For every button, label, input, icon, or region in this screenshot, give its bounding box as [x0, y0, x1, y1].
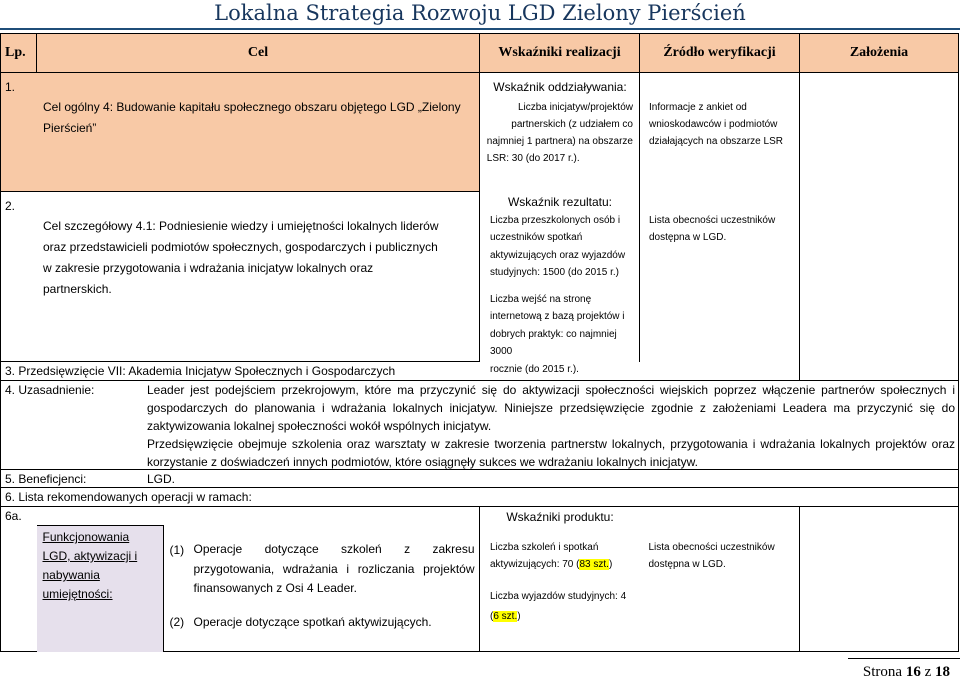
row6a-zalozenia: [800, 507, 959, 652]
cel-szczegolowy-cell: [1, 192, 480, 362]
row1-wsk-head: Wskaźnik oddziaływania:: [493, 80, 627, 94]
row6a-wsk2: [490, 587, 636, 627]
document-title: Lokalna Strategia Rozwoju LGD Zielony Pierścień: [214, 1, 746, 25]
row1-wsk-line: LSR: 30 (do 2017 r.).: [486, 153, 580, 164]
row1-zrodlo-line: wnioskodawców i podmiotów: [649, 119, 778, 130]
row-lista-operacji: [1, 488, 959, 507]
row4-p2: Przedsięwzięcie obejmuje szkolenia oraz warsztaty w zakresie tworzenia partnerstw lokalnych, przygotowania i wdrażania lokalnych projektów oraz korzystanie z doświadczeń innych podmiotów, które osiągnęły sukces we wdrażaniu lokalnych inicjatyw.: [147, 437, 955, 469]
row1-wsk-line: partnerskich (z udziałem co: [511, 119, 633, 130]
row5-value: LGD.: [147, 472, 176, 486]
row2-wsk-line: Liczba przeszkolonych osób i: [490, 214, 621, 226]
footer-page: 16: [905, 664, 921, 680]
page-footer: [863, 664, 950, 681]
row6a-wsk2-close: ): [517, 611, 521, 622]
header-zrodlo: Źródło weryfikacji: [640, 34, 800, 73]
row2-cel: Cel szczegółowy 4.1: Podniesienie wiedzy i umiejętności lokalnych liderów oraz przedstawicieli podmiotów społecznych, gospodarczych i publicznych w zakresie przygotowania i wdrażania inicjatyw lokalnych oraz partnerskich.: [43, 219, 439, 296]
row1-wsk-line: Liczba inicjatyw/projektów: [517, 102, 633, 113]
row1-wsk-line: najmniej 1 partnera) na obszarze: [486, 136, 633, 147]
row2-wsk-head: Wskaźnik rezultatu:: [507, 194, 613, 209]
row-uzasadnienie: [1, 381, 959, 470]
row2-wsk-lines: [490, 212, 625, 282]
row6a-wsk2-highlight: 6 szt.: [493, 611, 518, 622]
row2-zrodlo-line: dostępna w LGD.: [649, 232, 727, 243]
row6a-zrodlo: [640, 507, 800, 652]
row4-label: 4. Uzasadnienie:: [5, 383, 95, 397]
lista-operacji-cell: [1, 488, 959, 507]
row2-wsk2-line: dobrych praktyk: co najmniej 3000: [490, 328, 617, 357]
row3-text: 3. Przedsięwzięcie VII: Akademia Inicjatyw Społecznych i Gospodarczych: [5, 364, 396, 378]
row6a-left-lines: [43, 528, 138, 604]
przedsiewziecie-cell: [1, 362, 480, 381]
row6a-zrodlo-lines: [649, 539, 775, 573]
row2-wsk2-lines: [490, 291, 639, 379]
row-beneficjenci: [1, 470, 959, 488]
row6-text: 6. Lista rekomendowanych operacji w ramach:: [5, 490, 252, 504]
row6a-left-line: umiejętności:: [42, 587, 113, 601]
row1-zrodlo-line: działających na obszarze LSR: [649, 136, 783, 147]
footer-mid: z: [924, 664, 932, 680]
header-lp: Lp.: [1, 34, 37, 73]
row1-cel: Cel ogólny 4: Budowanie kapitału społecznego obszaru objętego LGD „Zielony Pierścień”: [43, 100, 461, 135]
row2-wsk-line: studyjnych: 1500 (do 2015 r.): [490, 267, 619, 278]
row6a-wsk1-line2: [490, 556, 612, 573]
row6a-lp-cell: [1, 507, 37, 652]
row6a-wsk-head: Wskaźniki produktu:: [506, 510, 614, 524]
row6a-op2-num: (2): [169, 615, 185, 629]
row2-wsk2-line: Liczba wejść na stronę: [490, 293, 592, 305]
row6a-left-line: LGD, aktywizacji i: [42, 549, 138, 563]
header-wskazniki: Wskaźniki realizacji: [480, 34, 640, 73]
row2-zrodlo-lines: [649, 212, 775, 247]
footer-prefix: Strona: [862, 664, 903, 680]
footer-total: 18: [935, 664, 950, 680]
footer-rule: [848, 658, 960, 659]
row-cel-ogolny: [1, 73, 959, 192]
row6a-wsk1-highlight: 83 szt.: [579, 559, 609, 570]
row1-wskazniki: [480, 73, 640, 192]
row6a-wsk1-text: aktywizujących: 70 (: [490, 559, 580, 570]
row6a-lavender-box: [37, 525, 164, 652]
zalozenia-cell: [800, 73, 959, 381]
title-rule: [0, 28, 960, 30]
row6a-op2-text: Operacje dotyczące spotkań aktywizujących.: [193, 615, 432, 629]
row1-zrodlo-lines: [649, 99, 783, 150]
row6a-op1-text: Operacje dotyczące szkoleń z zakresu przygotowania, wdrażania i rozliczania projektów finansowanych z Osi 4 Leader.: [193, 542, 475, 595]
header-zalozenia: Założenia: [800, 34, 959, 73]
row6a-left-line: nabywania: [42, 568, 100, 582]
header-row: [1, 34, 959, 73]
row2-wsk2-line: internetową z bazą projektów i: [490, 311, 625, 322]
strategy-table: [0, 33, 959, 652]
row1-zrodlo-line: Informacje z ankiet od: [649, 102, 747, 113]
row6a-wsk1-line: Liczba szkoleń i spotkań: [490, 542, 599, 553]
row2-zrodlo: [640, 192, 800, 362]
beneficjenci-cell: [1, 470, 959, 488]
row6a-left-line: Funkcjonowania: [42, 530, 130, 544]
row6a-wsk1: [490, 539, 612, 573]
row1-wsk-lines: [487, 99, 633, 167]
row2-wsk-line: uczestników spotkań: [490, 232, 583, 243]
row6a-zrodlo-line: Lista obecności uczestników: [648, 542, 775, 553]
row2-wskazniki: [480, 192, 640, 375]
row2-wsk-line: aktywizujących oraz wyjazdów: [490, 249, 626, 261]
row2-lp: 2.: [5, 199, 16, 213]
header-cel: Cel: [37, 34, 480, 73]
row1-zrodlo: [640, 73, 800, 192]
row5-label: 5. Beneficjenci:: [5, 472, 87, 486]
row1-lp: 1.: [5, 80, 16, 94]
row6a-wskazniki: [480, 507, 640, 652]
row6a-op1-num: (1): [169, 543, 185, 557]
row-6a: [1, 507, 959, 652]
row2-wsk2-line: rocznie (do 2015 r.).: [490, 363, 579, 375]
row6a-operacje-cell: [37, 507, 480, 652]
uzasadnienie-cell: [1, 381, 959, 470]
row6a-wsk1-close: ): [608, 559, 613, 570]
cel-ogolny-cell: [1, 73, 480, 192]
row4-p1: Leader jest podejściem przekrojowym, które ma przyczynić się do aktywizacji społeczności wiejskich poprzez włączenie partnerów społecznych i gospodarczych do planowania i wdrażania lokalnych inicjatyw. Niniejsze przedsięwzięcie zgodnie z założeniami Leadera ma przyczynić się do zaktywizowania lokalnej społeczności wokół wspólnych inicjatyw.: [147, 383, 955, 433]
row2-zrodlo-line: Lista obecności uczestników: [649, 214, 776, 226]
row6a-lp: 6a.: [5, 509, 22, 523]
row6a-zrodlo-line: dostępna w LGD.: [648, 559, 726, 570]
row6a-wsk2-text: Liczba wyjazdów studyjnych: 4 (: [490, 591, 627, 622]
